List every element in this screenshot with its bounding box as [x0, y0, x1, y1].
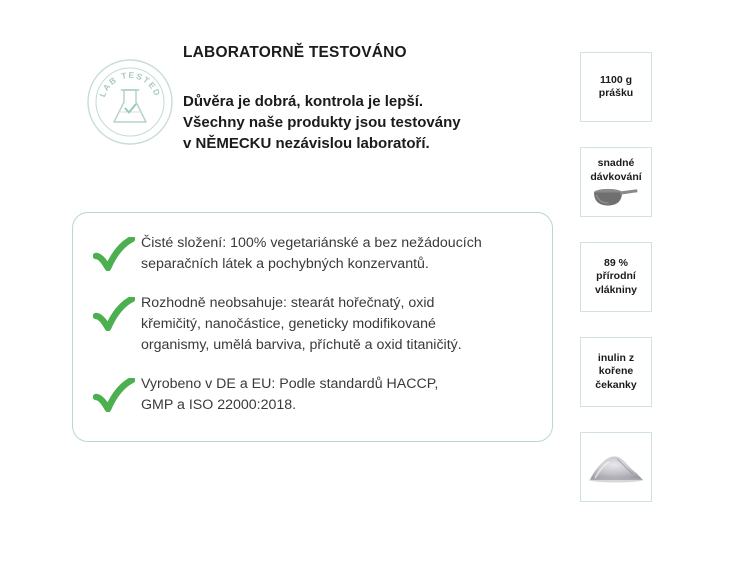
- list-item-text: [141, 291, 462, 356]
- feature-label: [592, 257, 640, 297]
- feature-boxes: [580, 52, 654, 502]
- check-icon: [93, 378, 135, 412]
- subhead-line-2: Všechny naše produkty jsou testovány: [183, 113, 461, 131]
- check-icon: [93, 237, 135, 271]
- feature-fiber-line-3: vlákniny: [594, 283, 638, 296]
- feature-dosing-line-2: dávkování: [590, 170, 642, 183]
- bullet-2-line-2: křemičitý, nanočástice, geneticky modifikované: [141, 316, 436, 333]
- list-item: [93, 231, 538, 275]
- feature-inulin-line-3: čekanky: [595, 378, 637, 391]
- bullet-1-line-1: Čisté složení: 100% vegetariánské a bez nežádoucích: [141, 235, 482, 251]
- header-text-block: [183, 44, 543, 154]
- list-item: [93, 372, 538, 416]
- feature-inulin-line-1: inulin z: [597, 351, 635, 364]
- feature-label: [587, 157, 644, 184]
- feature-box-powder: [580, 432, 652, 502]
- bullet-2-line-3: organismy, umělá barviva, příchutě a oxid titaničitý.: [141, 337, 462, 354]
- list-item: [93, 291, 538, 356]
- list-item-text: [141, 372, 438, 416]
- feature-fiber-line-1: 89 %: [604, 256, 628, 269]
- subhead-line-3: v NĚMECKU nezávislou laboratoří.: [183, 135, 430, 153]
- subheadline: [183, 91, 543, 155]
- headline: LABORATORNĚ TESTOVÁNO: [183, 44, 407, 61]
- benefits-card: [72, 212, 553, 442]
- feature-box-fiber: [580, 242, 652, 312]
- measuring-scoop-icon: [591, 187, 641, 207]
- feature-label: [592, 352, 639, 392]
- bullet-3-line-1: Vyrobeno v DE a EU: Podle standardů HACCP,: [141, 376, 439, 393]
- feature-box-inulin: [580, 337, 652, 407]
- benefits-list: [93, 231, 538, 416]
- lab-tested-flask-badge-icon: [86, 58, 174, 146]
- bullet-1-line-2: separačních látek a pochybných konzervantů.: [141, 256, 429, 273]
- bullet-3-line-2: GMP a ISO 22000:2018.: [141, 397, 297, 414]
- check-icon: [93, 297, 135, 331]
- list-item-text: [141, 231, 482, 275]
- feature-dosing-line-1: snadné: [597, 157, 635, 170]
- svg-text:LAB TESTED: LAB TESTED: [97, 69, 163, 99]
- feature-box-dosing: [580, 147, 652, 217]
- feature-inulin-line-2: kořene: [598, 365, 634, 378]
- feature-fiber-line-2: přírodní: [596, 270, 636, 283]
- powder-pile-icon: [587, 449, 645, 485]
- bullet-2-line-1: Rozhodně neobsahuje: stearát hořečnatý, oxid: [141, 295, 435, 312]
- feature-weight-line-1: 1100 g: [599, 73, 633, 86]
- lab-tested-badge: [86, 58, 174, 146]
- feature-box-weight: [580, 52, 652, 122]
- feature-label: [596, 74, 636, 101]
- subhead-line-1: Důvěra je dobrá, kontrola je lepší.: [183, 92, 424, 110]
- header-section: [0, 0, 570, 196]
- feature-weight-line-2: prášku: [598, 87, 634, 99]
